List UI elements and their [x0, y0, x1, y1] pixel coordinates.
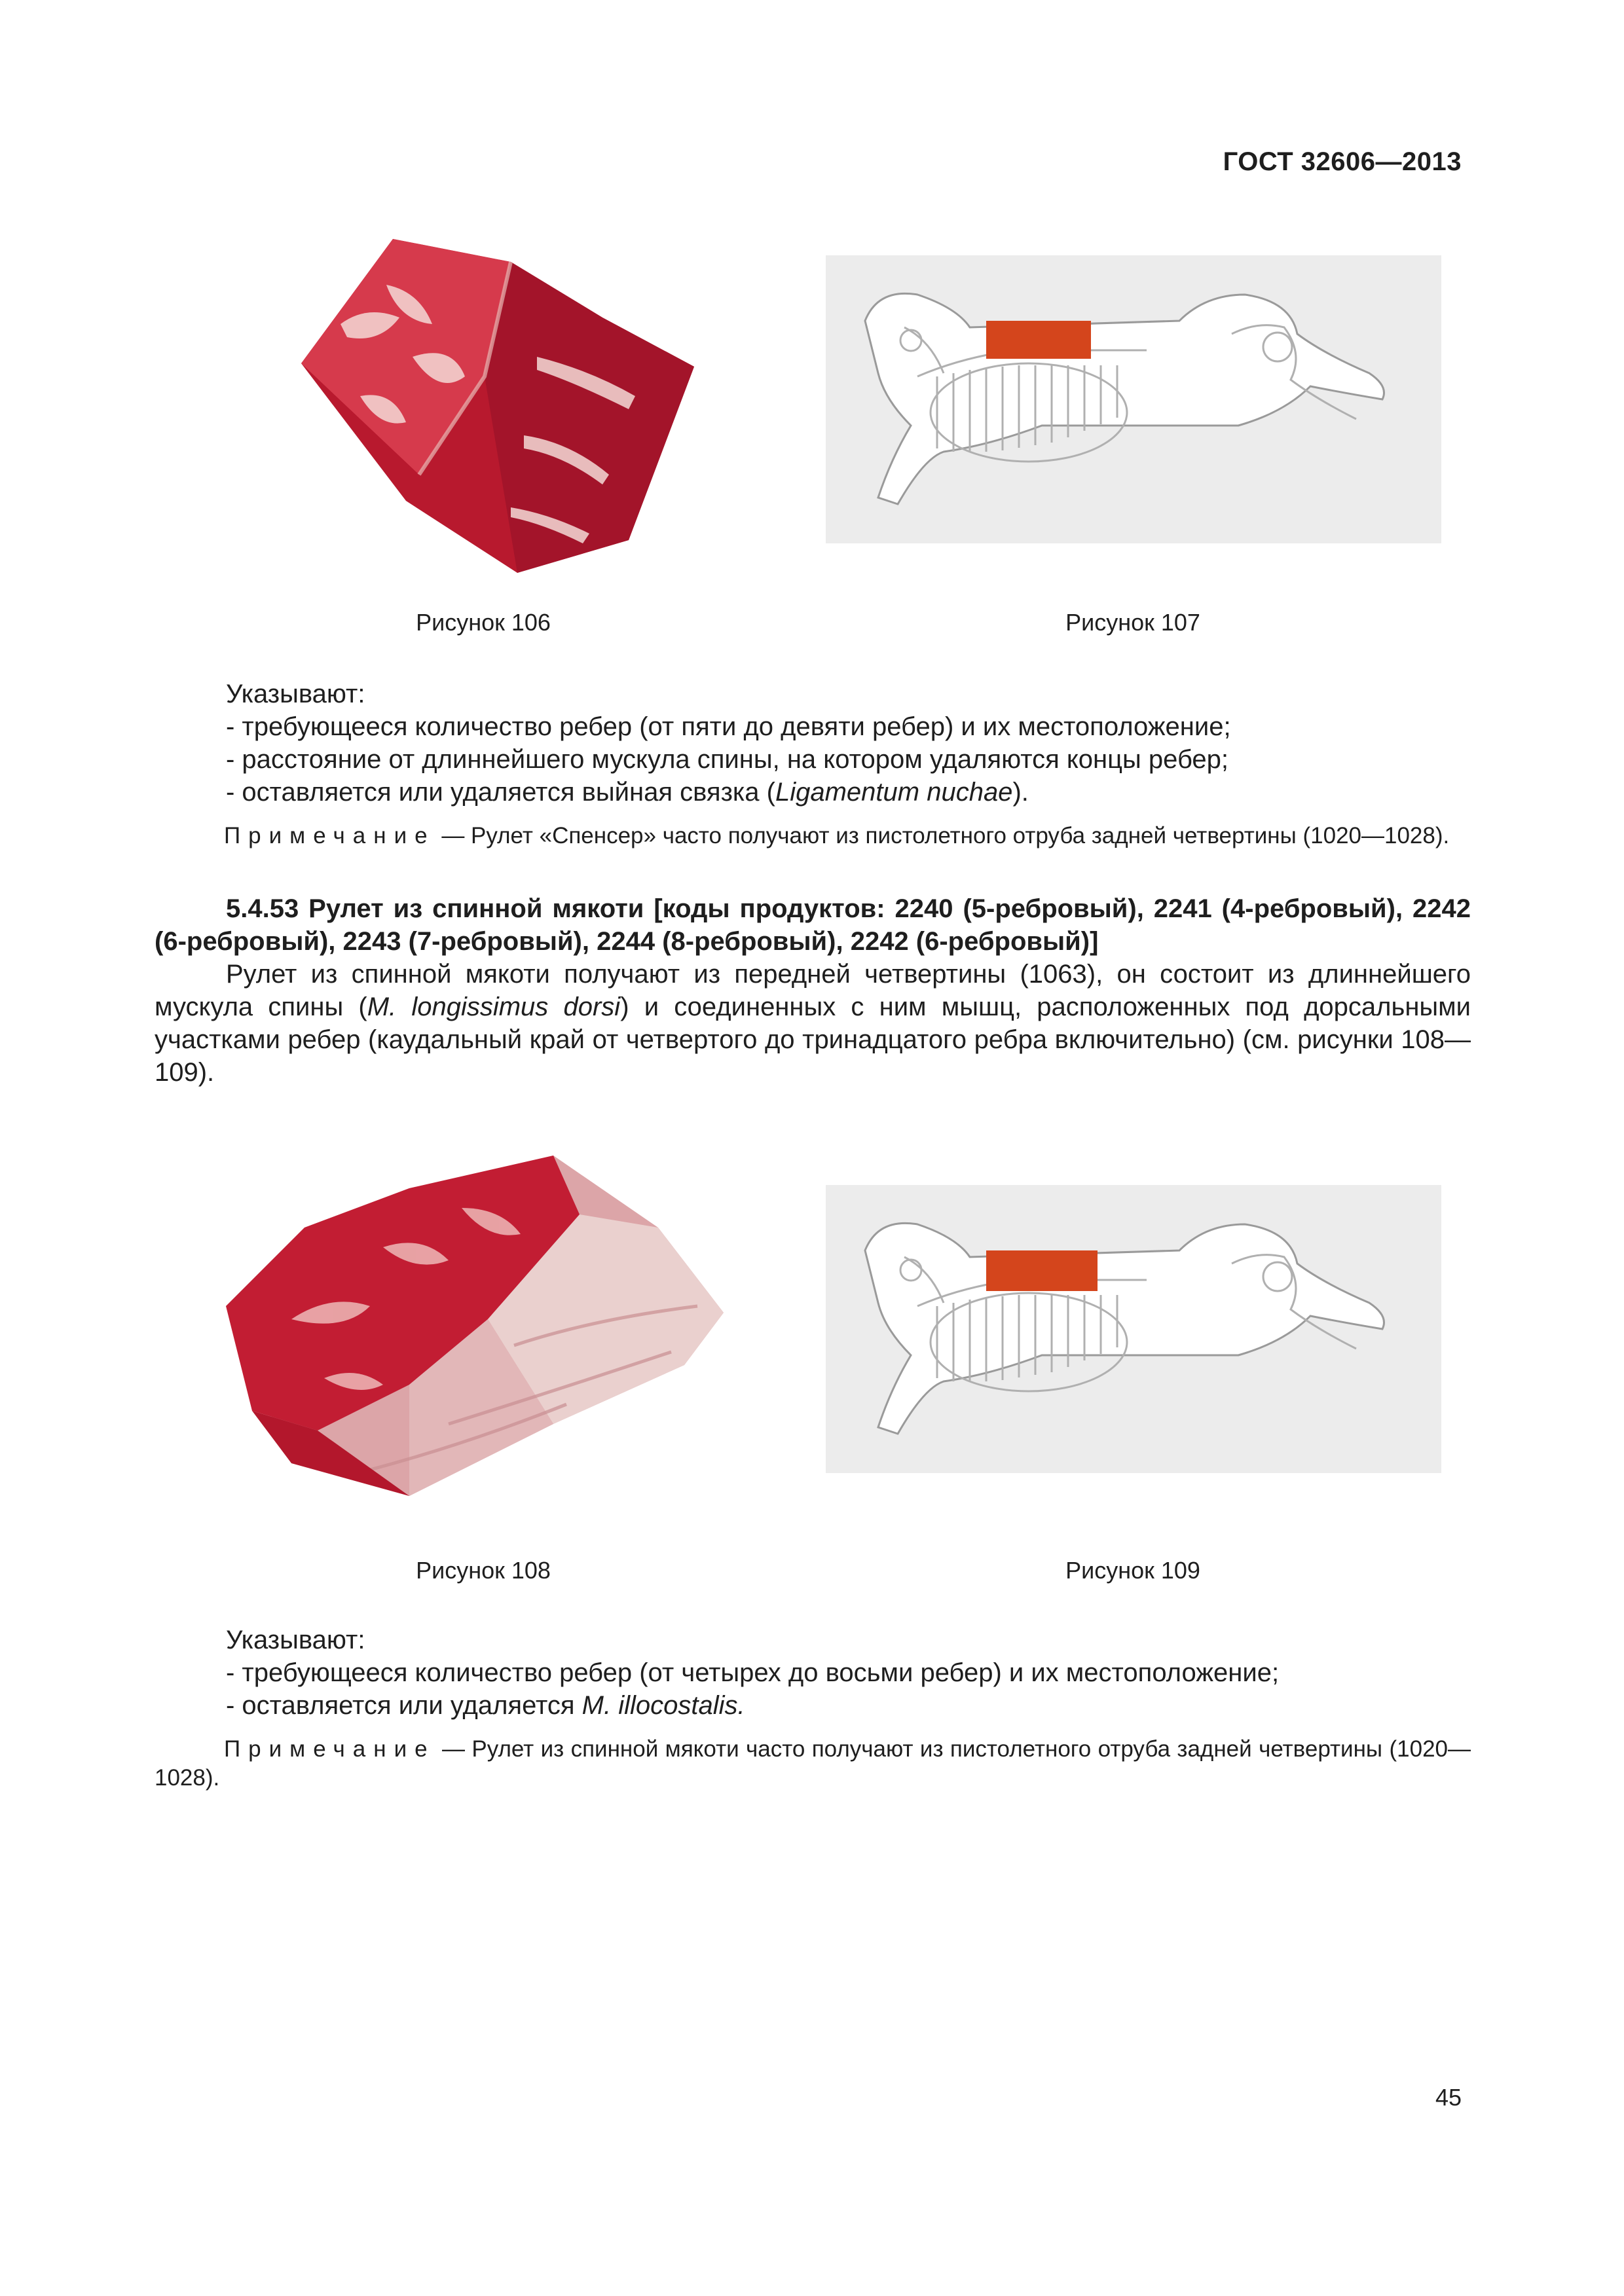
- note-1: [155, 822, 1471, 850]
- list-item: - требующееся количество ребер (от пяти до девяти ребер) и их местоположение;: [226, 712, 1231, 741]
- figure-109-caption: Рисунок 109: [1065, 1557, 1200, 1584]
- carcass-diagram-figure-107: [826, 255, 1441, 543]
- section-body-5-4-53: Рулет из спинной мякоти получают из передней четвертины (1063), он состоит из длиннейшего мускула спины (M. longissimus dorsi) и соединенных с ним мышц, расположенных под дорсальными участками ребер (каудальный край от четвертого до тринадцатого ребра включительно) (см. рисунки 108—109).: [155, 960, 1471, 1087]
- indicate-list-1: [226, 710, 1470, 809]
- meat-photo-figure-106: [262, 226, 707, 579]
- note-label: Примечание: [224, 1736, 435, 1762]
- note-2: [155, 1735, 1471, 1793]
- latin-term: M. longissimus dorsi: [367, 993, 621, 1021]
- document-header: ГОСТ 32606—2013: [1223, 147, 1462, 176]
- indicate-intro-1: Указывают:: [226, 680, 365, 708]
- note-label: Примечание: [224, 823, 435, 848]
- indicate-list-2: [226, 1656, 1470, 1722]
- note-text: — Рулет «Спенсер» часто получают из пистолетного отруба задней четвертины (1020—1028).: [435, 823, 1450, 848]
- figure-108-caption: Рисунок 108: [416, 1557, 551, 1584]
- list-item: - оставляется или удаляется M. illocostalis.: [226, 1691, 745, 1720]
- list-item: - оставляется или удаляется выйная связка (Ligamentum nuchae).: [226, 778, 1029, 807]
- meat-photo-figure-108: [213, 1149, 756, 1522]
- list-item: - расстояние от длиннейшего мускула спины, на котором удаляются концы ребер;: [226, 745, 1229, 774]
- note-text: — Рулет из спинной мякоти часто получают из пистолетного отруба задней четвертины (1020—1028).: [155, 1736, 1471, 1791]
- list-item: - требующееся количество ребер (от четырех до восьми ребер) и их местоположение;: [226, 1658, 1280, 1687]
- latin-term: M. illocostalis.: [581, 1691, 745, 1720]
- figure-107-caption: Рисунок 107: [1065, 609, 1200, 636]
- carcass-diagram-figure-109: [826, 1185, 1441, 1473]
- page-number: 45: [1435, 2084, 1462, 2111]
- latin-term: Ligamentum nuchae: [775, 778, 1013, 807]
- section-heading-5-4-53: 5.4.53 Рулет из спинной мякоти [коды продуктов: 2240 (5-ребровый), 2241 (4-ребровый), 2242 (6-ребровый), 2243 (7-ребровый), 2244 (8-ребровый), 2242 (6-ребровый)]: [155, 894, 1471, 956]
- indicate-intro-2: Указывают:: [226, 1626, 365, 1654]
- figure-106-caption: Рисунок 106: [416, 609, 551, 636]
